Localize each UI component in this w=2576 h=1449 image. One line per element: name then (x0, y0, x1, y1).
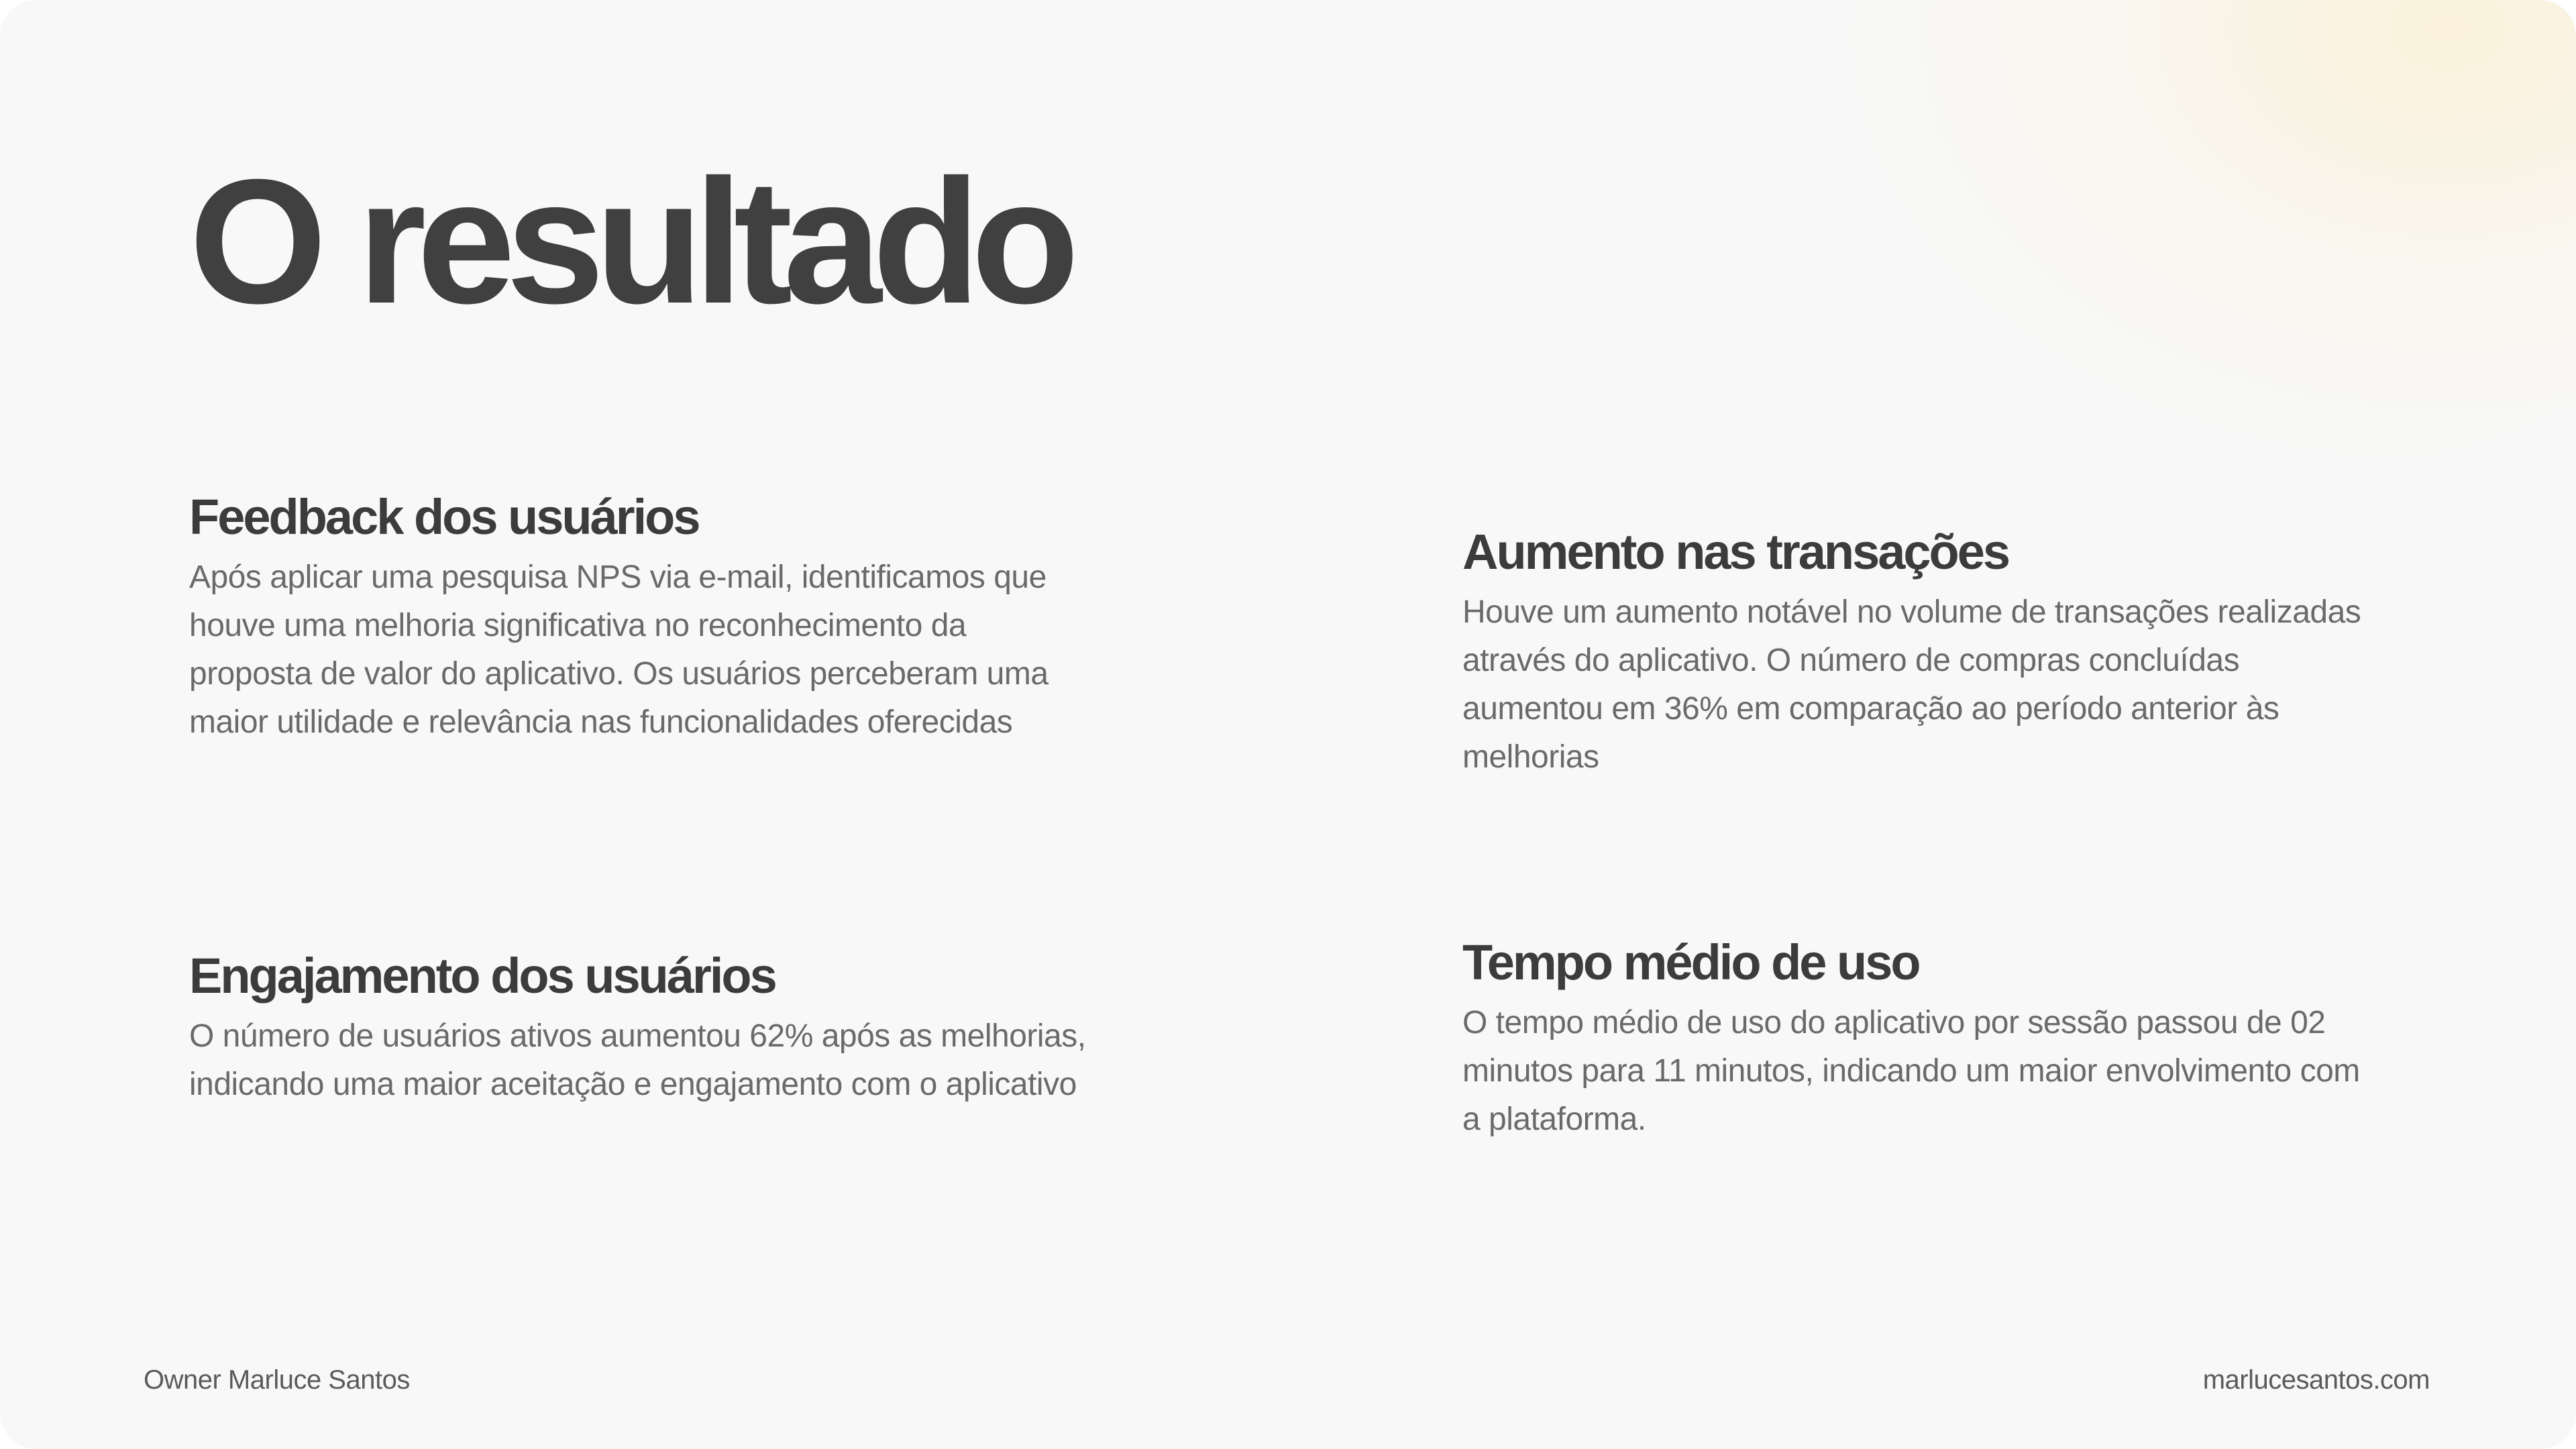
section-heading: Engajamento dos usuários (189, 948, 775, 1004)
section-body: Após aplicar uma pesquisa NPS via e-mail, identificamos que houve uma melhoria significativa no reconhecimento da proposta de valor do aplicativo. Os usuários perceberam uma maior utilidade e relevância nas funcionalidades oferecidas (189, 559, 1049, 741)
section-body: Houve um aumento notável no volume de transações realizadas através do aplicativo. O número de compras concluídas aumentou em 36% em comparação ao período anterior às melhorias (1462, 594, 2361, 775)
section-usage-time (1462, 934, 2375, 1144)
section-feedback (189, 488, 1088, 747)
section-heading: Aumento nas transações (1462, 524, 2009, 580)
page-title: O resultado (189, 142, 1070, 340)
section-body: O número de usuários ativos aumentou 62% após as melhorias, indicando uma maior aceitação e engajamento com o aplicativo (189, 1018, 1086, 1103)
section-engagement (189, 947, 1088, 1109)
background-glow (1838, 0, 2576, 470)
footer-website[interactable]: marlucesantos.com (2202, 1365, 2430, 1395)
section-heading: Feedback dos usuários (189, 489, 699, 545)
footer-owner: Owner Marluce Santos (144, 1365, 410, 1395)
section-body: O tempo médio de uso do aplicativo por sessão passou de 02 minutos para 11 minutos, indicando um maior envolvimento com a plataforma. (1462, 1005, 2360, 1138)
section-heading: Tempo médio de uso (1462, 934, 1919, 990)
section-transactions (1462, 523, 2361, 782)
